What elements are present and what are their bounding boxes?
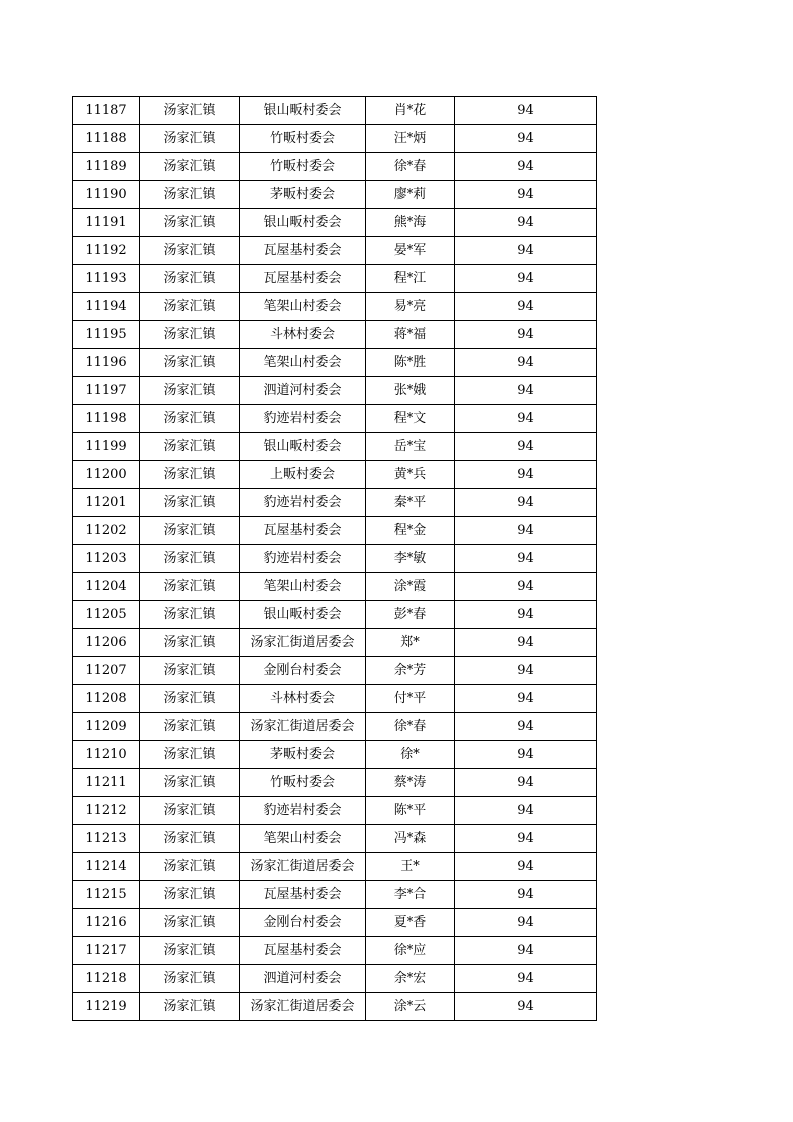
table-row (73, 769, 597, 797)
table-row (73, 97, 597, 125)
table-row (73, 237, 597, 265)
table-row (73, 629, 597, 657)
record-id-cell: 11212 (73, 797, 140, 825)
town-cell: 汤家汇镇 (140, 601, 240, 629)
town-cell: 汤家汇镇 (140, 181, 240, 209)
record-id-cell: 11213 (73, 825, 140, 853)
record-id-cell: 11204 (73, 573, 140, 601)
person-name-cell: 程*江 (366, 265, 455, 293)
person-name-cell: 郑* (366, 629, 455, 657)
town-cell: 汤家汇镇 (140, 349, 240, 377)
person-name-cell: 黄*兵 (366, 461, 455, 489)
score-cell: 94 (455, 181, 597, 209)
table-row (73, 713, 597, 741)
person-name-cell: 李*合 (366, 881, 455, 909)
record-id-cell: 11196 (73, 349, 140, 377)
score-cell: 94 (455, 853, 597, 881)
table-row (73, 741, 597, 769)
town-cell: 汤家汇镇 (140, 573, 240, 601)
record-id-cell: 11207 (73, 657, 140, 685)
village-committee-cell: 豹迹岩村委会 (240, 405, 366, 433)
town-cell: 汤家汇镇 (140, 461, 240, 489)
person-name-cell: 冯*森 (366, 825, 455, 853)
score-cell: 94 (455, 153, 597, 181)
village-committee-cell: 斗林村委会 (240, 685, 366, 713)
person-name-cell: 徐*应 (366, 937, 455, 965)
village-committee-cell: 豹迹岩村委会 (240, 489, 366, 517)
village-committee-cell: 泗道河村委会 (240, 377, 366, 405)
table-row (73, 993, 597, 1021)
village-committee-cell: 茅畈村委会 (240, 741, 366, 769)
person-name-cell: 徐*春 (366, 153, 455, 181)
person-name-cell: 汪*炳 (366, 125, 455, 153)
table-row (73, 209, 597, 237)
table-row (73, 125, 597, 153)
town-cell: 汤家汇镇 (140, 405, 240, 433)
score-cell: 94 (455, 769, 597, 797)
town-cell: 汤家汇镇 (140, 657, 240, 685)
table-row (73, 853, 597, 881)
record-id-cell: 11187 (73, 97, 140, 125)
town-cell: 汤家汇镇 (140, 125, 240, 153)
village-committee-cell: 茅畈村委会 (240, 181, 366, 209)
person-name-cell: 陈*平 (366, 797, 455, 825)
score-cell: 94 (455, 657, 597, 685)
person-name-cell: 李*敏 (366, 545, 455, 573)
record-id-cell: 11190 (73, 181, 140, 209)
score-cell: 94 (455, 629, 597, 657)
record-id-cell: 11191 (73, 209, 140, 237)
record-id-cell: 11210 (73, 741, 140, 769)
person-name-cell: 陈*胜 (366, 349, 455, 377)
score-cell: 94 (455, 461, 597, 489)
village-committee-cell: 汤家汇街道居委会 (240, 993, 366, 1021)
table-row (73, 825, 597, 853)
person-name-cell: 彭*春 (366, 601, 455, 629)
person-name-cell: 涂*云 (366, 993, 455, 1021)
town-cell: 汤家汇镇 (140, 377, 240, 405)
score-cell: 94 (455, 377, 597, 405)
records-table (72, 96, 597, 1021)
record-id-cell: 11200 (73, 461, 140, 489)
village-committee-cell: 笔架山村委会 (240, 293, 366, 321)
person-name-cell: 张*娥 (366, 377, 455, 405)
record-id-cell: 11199 (73, 433, 140, 461)
score-cell: 94 (455, 993, 597, 1021)
record-id-cell: 11202 (73, 517, 140, 545)
score-cell: 94 (455, 349, 597, 377)
score-cell: 94 (455, 489, 597, 517)
table-row (73, 293, 597, 321)
person-name-cell: 余*宏 (366, 965, 455, 993)
village-committee-cell: 金刚台村委会 (240, 657, 366, 685)
town-cell: 汤家汇镇 (140, 265, 240, 293)
table-row (73, 377, 597, 405)
score-cell: 94 (455, 601, 597, 629)
record-id-cell: 11218 (73, 965, 140, 993)
record-id-cell: 11194 (73, 293, 140, 321)
record-id-cell: 11211 (73, 769, 140, 797)
table-row (73, 265, 597, 293)
record-id-cell: 11197 (73, 377, 140, 405)
person-name-cell: 秦*平 (366, 489, 455, 517)
person-name-cell: 熊*海 (366, 209, 455, 237)
score-cell: 94 (455, 881, 597, 909)
table-row (73, 657, 597, 685)
village-committee-cell: 银山畈村委会 (240, 433, 366, 461)
person-name-cell: 程*金 (366, 517, 455, 545)
person-name-cell: 廖*莉 (366, 181, 455, 209)
village-committee-cell: 瓦屋基村委会 (240, 881, 366, 909)
table-row (73, 685, 597, 713)
person-name-cell: 王* (366, 853, 455, 881)
person-name-cell: 夏*香 (366, 909, 455, 937)
record-id-cell: 11192 (73, 237, 140, 265)
town-cell: 汤家汇镇 (140, 97, 240, 125)
person-name-cell: 晏*军 (366, 237, 455, 265)
person-name-cell: 程*文 (366, 405, 455, 433)
score-cell: 94 (455, 97, 597, 125)
table-row (73, 489, 597, 517)
village-committee-cell: 瓦屋基村委会 (240, 237, 366, 265)
record-id-cell: 11193 (73, 265, 140, 293)
village-committee-cell: 银山畈村委会 (240, 97, 366, 125)
village-committee-cell: 汤家汇街道居委会 (240, 629, 366, 657)
score-cell: 94 (455, 573, 597, 601)
table-row (73, 937, 597, 965)
table-row (73, 461, 597, 489)
score-cell: 94 (455, 433, 597, 461)
village-committee-cell: 银山畈村委会 (240, 209, 366, 237)
village-committee-cell: 泗道河村委会 (240, 965, 366, 993)
town-cell: 汤家汇镇 (140, 629, 240, 657)
town-cell: 汤家汇镇 (140, 909, 240, 937)
town-cell: 汤家汇镇 (140, 293, 240, 321)
town-cell: 汤家汇镇 (140, 965, 240, 993)
person-name-cell: 蔡*涛 (366, 769, 455, 797)
score-cell: 94 (455, 125, 597, 153)
score-cell: 94 (455, 965, 597, 993)
town-cell: 汤家汇镇 (140, 853, 240, 881)
record-id-cell: 11203 (73, 545, 140, 573)
score-cell: 94 (455, 265, 597, 293)
person-name-cell: 徐* (366, 741, 455, 769)
record-id-cell: 11201 (73, 489, 140, 517)
town-cell: 汤家汇镇 (140, 433, 240, 461)
record-id-cell: 11188 (73, 125, 140, 153)
record-id-cell: 11217 (73, 937, 140, 965)
score-cell: 94 (455, 405, 597, 433)
table-row (73, 517, 597, 545)
person-name-cell: 徐*春 (366, 713, 455, 741)
table-row (73, 965, 597, 993)
record-id-cell: 11206 (73, 629, 140, 657)
town-cell: 汤家汇镇 (140, 881, 240, 909)
town-cell: 汤家汇镇 (140, 517, 240, 545)
table-row (73, 601, 597, 629)
table-row (73, 153, 597, 181)
person-name-cell: 易*亮 (366, 293, 455, 321)
score-cell: 94 (455, 517, 597, 545)
town-cell: 汤家汇镇 (140, 797, 240, 825)
table-row (73, 181, 597, 209)
score-cell: 94 (455, 293, 597, 321)
record-id-cell: 11198 (73, 405, 140, 433)
village-committee-cell: 竹畈村委会 (240, 125, 366, 153)
table-row (73, 909, 597, 937)
record-id-cell: 11219 (73, 993, 140, 1021)
village-committee-cell: 豹迹岩村委会 (240, 797, 366, 825)
table-row (73, 797, 597, 825)
village-committee-cell: 豹迹岩村委会 (240, 545, 366, 573)
village-committee-cell: 瓦屋基村委会 (240, 265, 366, 293)
score-cell: 94 (455, 545, 597, 573)
score-cell: 94 (455, 741, 597, 769)
record-id-cell: 11205 (73, 601, 140, 629)
score-cell: 94 (455, 909, 597, 937)
record-id-cell: 11214 (73, 853, 140, 881)
score-cell: 94 (455, 825, 597, 853)
person-name-cell: 余*芳 (366, 657, 455, 685)
town-cell: 汤家汇镇 (140, 713, 240, 741)
town-cell: 汤家汇镇 (140, 937, 240, 965)
record-id-cell: 11189 (73, 153, 140, 181)
village-committee-cell: 瓦屋基村委会 (240, 517, 366, 545)
town-cell: 汤家汇镇 (140, 769, 240, 797)
table-row (73, 433, 597, 461)
record-id-cell: 11208 (73, 685, 140, 713)
record-id-cell: 11195 (73, 321, 140, 349)
town-cell: 汤家汇镇 (140, 741, 240, 769)
village-committee-cell: 竹畈村委会 (240, 153, 366, 181)
village-committee-cell: 笔架山村委会 (240, 573, 366, 601)
town-cell: 汤家汇镇 (140, 321, 240, 349)
score-cell: 94 (455, 713, 597, 741)
person-name-cell: 岳*宝 (366, 433, 455, 461)
village-committee-cell: 汤家汇街道居委会 (240, 853, 366, 881)
village-committee-cell: 银山畈村委会 (240, 601, 366, 629)
record-id-cell: 11216 (73, 909, 140, 937)
town-cell: 汤家汇镇 (140, 685, 240, 713)
town-cell: 汤家汇镇 (140, 825, 240, 853)
score-cell: 94 (455, 237, 597, 265)
village-committee-cell: 斗林村委会 (240, 321, 366, 349)
score-cell: 94 (455, 685, 597, 713)
table-row (73, 573, 597, 601)
score-cell: 94 (455, 937, 597, 965)
town-cell: 汤家汇镇 (140, 489, 240, 517)
village-committee-cell: 上畈村委会 (240, 461, 366, 489)
town-cell: 汤家汇镇 (140, 993, 240, 1021)
town-cell: 汤家汇镇 (140, 545, 240, 573)
table-row (73, 881, 597, 909)
town-cell: 汤家汇镇 (140, 209, 240, 237)
town-cell: 汤家汇镇 (140, 237, 240, 265)
table-row (73, 545, 597, 573)
person-name-cell: 肖*花 (366, 97, 455, 125)
person-name-cell: 付*平 (366, 685, 455, 713)
table-row (73, 321, 597, 349)
table-row (73, 349, 597, 377)
village-committee-cell: 金刚台村委会 (240, 909, 366, 937)
village-committee-cell: 笔架山村委会 (240, 825, 366, 853)
person-name-cell: 蒋*福 (366, 321, 455, 349)
table-row (73, 405, 597, 433)
record-id-cell: 11209 (73, 713, 140, 741)
score-cell: 94 (455, 797, 597, 825)
records-table-body (73, 97, 597, 1021)
village-committee-cell: 瓦屋基村委会 (240, 937, 366, 965)
village-committee-cell: 笔架山村委会 (240, 349, 366, 377)
village-committee-cell: 竹畈村委会 (240, 769, 366, 797)
village-committee-cell: 汤家汇街道居委会 (240, 713, 366, 741)
town-cell: 汤家汇镇 (140, 153, 240, 181)
record-id-cell: 11215 (73, 881, 140, 909)
score-cell: 94 (455, 209, 597, 237)
score-cell: 94 (455, 321, 597, 349)
person-name-cell: 涂*霞 (366, 573, 455, 601)
